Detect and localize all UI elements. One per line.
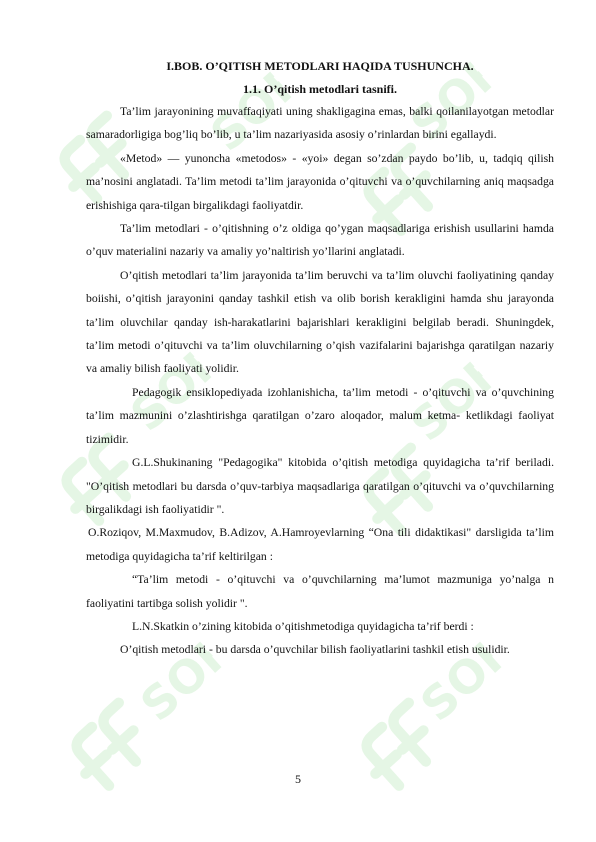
svg-text:SOFF: SOFF: [120, 330, 235, 442]
paragraph: O.Roziqov, M.Maxmudov, B.Adizov, A.Hamroyevlarning “Ona tili didaktikasi" darsligida ta’lim metodiga quyidagicha ta’rif keltirilgan :: [86, 526, 554, 563]
svg-text:SOFF: SOFF: [410, 620, 525, 732]
soff-watermark-icon: [340, 685, 474, 819]
svg-text:SOFF: SOFF: [400, 340, 515, 452]
paragraph: Ta’lim metodlari - o’qitishning o’z oldiga qo’ygan maqsadlariga erishish usullarini hamda o’quv materialini nazariy va amaliy yo’naltirish yo’llarini anglatadi.: [86, 222, 554, 259]
paragraph: O’qitish metodlari ta’lim jarayonida ta’lim beruvchi va ta’lim oluvchi faoliyatining qanday boiishi, o’qitish jarayonini qanday tashkil etish va olib borish kerakligini hamda shu jarayonda ta’lim oluvchilar qanday ish-harakatlarini bajarishlari kerakligini belgilab beradi. Shuningdek, ta’lim metodi o’qituvchi va ta’lim oluvchilarning o’qish vazifalarini bajarishga qaratilgan nazariy va amaliy bilish faoliyati yolidir.: [86, 268, 554, 376]
paragraph: Pedagogik ensiklopediyada izohlanishicha, ta’lim metodi - o’qituvchi va o’quvchining ta’lim mazmunini o’zlashtirishga qaratilgan o’zaro aloqador, malum ketma- ketlikdagi faoliyat tizimidir.: [86, 385, 554, 446]
paragraph: O’qitish metodlari - bu darsda o’quvchilar bilish faoliyatlarini tashkil etish usulidir.: [120, 643, 510, 657]
document-body: [86, 54, 554, 662]
paragraph: Ta’lim jarayonining muvaffaqiyati uning shakligagina emas, balki qoilanilayotgan metodlar samaradorligiga bog’liq bo’lib, u ta’lim nazariyasida asosiy o’rinlardan birini egallaydi.: [86, 105, 554, 142]
svg-text:SOFF: SOFF: [130, 620, 245, 732]
chapter-heading: I.BOB. O’QITISH METODLARI HAQIDA TUSHUNCHA.: [166, 59, 474, 73]
paragraph: G.L.Shukinaning "Pedagogika" kitobida o’qitish metodiga quyidagicha ta’rif beriladi. "O’qitish metodlari bu darsda o’quv-tarbiya maqsadlariga qaratilgan o’qituvchi va o’quvchilarning birgalikdagi ish faoliyatidir ".: [86, 456, 554, 516]
paragraph: L.N.Skatkin o’zining kitobida o’qitishmetodiga quyidagicha ta’rif berdi :: [132, 619, 474, 633]
svg-text:SOFF: SOFF: [400, 40, 515, 152]
svg-text:SOFF: SOFF: [200, 50, 315, 162]
paragraph: “Ta’lim metodi - o’qituvchi va o’quvchilarning ma’lumot mazmuniga yo’nalga n faoliyatini tartibga solish yolidir ".: [86, 573, 554, 610]
paragraph: «Metod» — yunoncha «metodos» - «yoi» degan so’zdan paydo bo’lib, u, tadqiq qilish ma’nosini anglatadi. Ta’lim metodi ta’lim jarayonida o’qituvchi va o’quvchilarning aniq maqsadga erishishiga qara-tilgan birgalikdagi faoliyatdir.: [86, 151, 554, 212]
soff-watermark-icon: [50, 685, 184, 819]
page-number: 5: [295, 772, 301, 786]
section-heading: 1.1. O’qitish metodlari tasnifi.: [242, 82, 397, 96]
